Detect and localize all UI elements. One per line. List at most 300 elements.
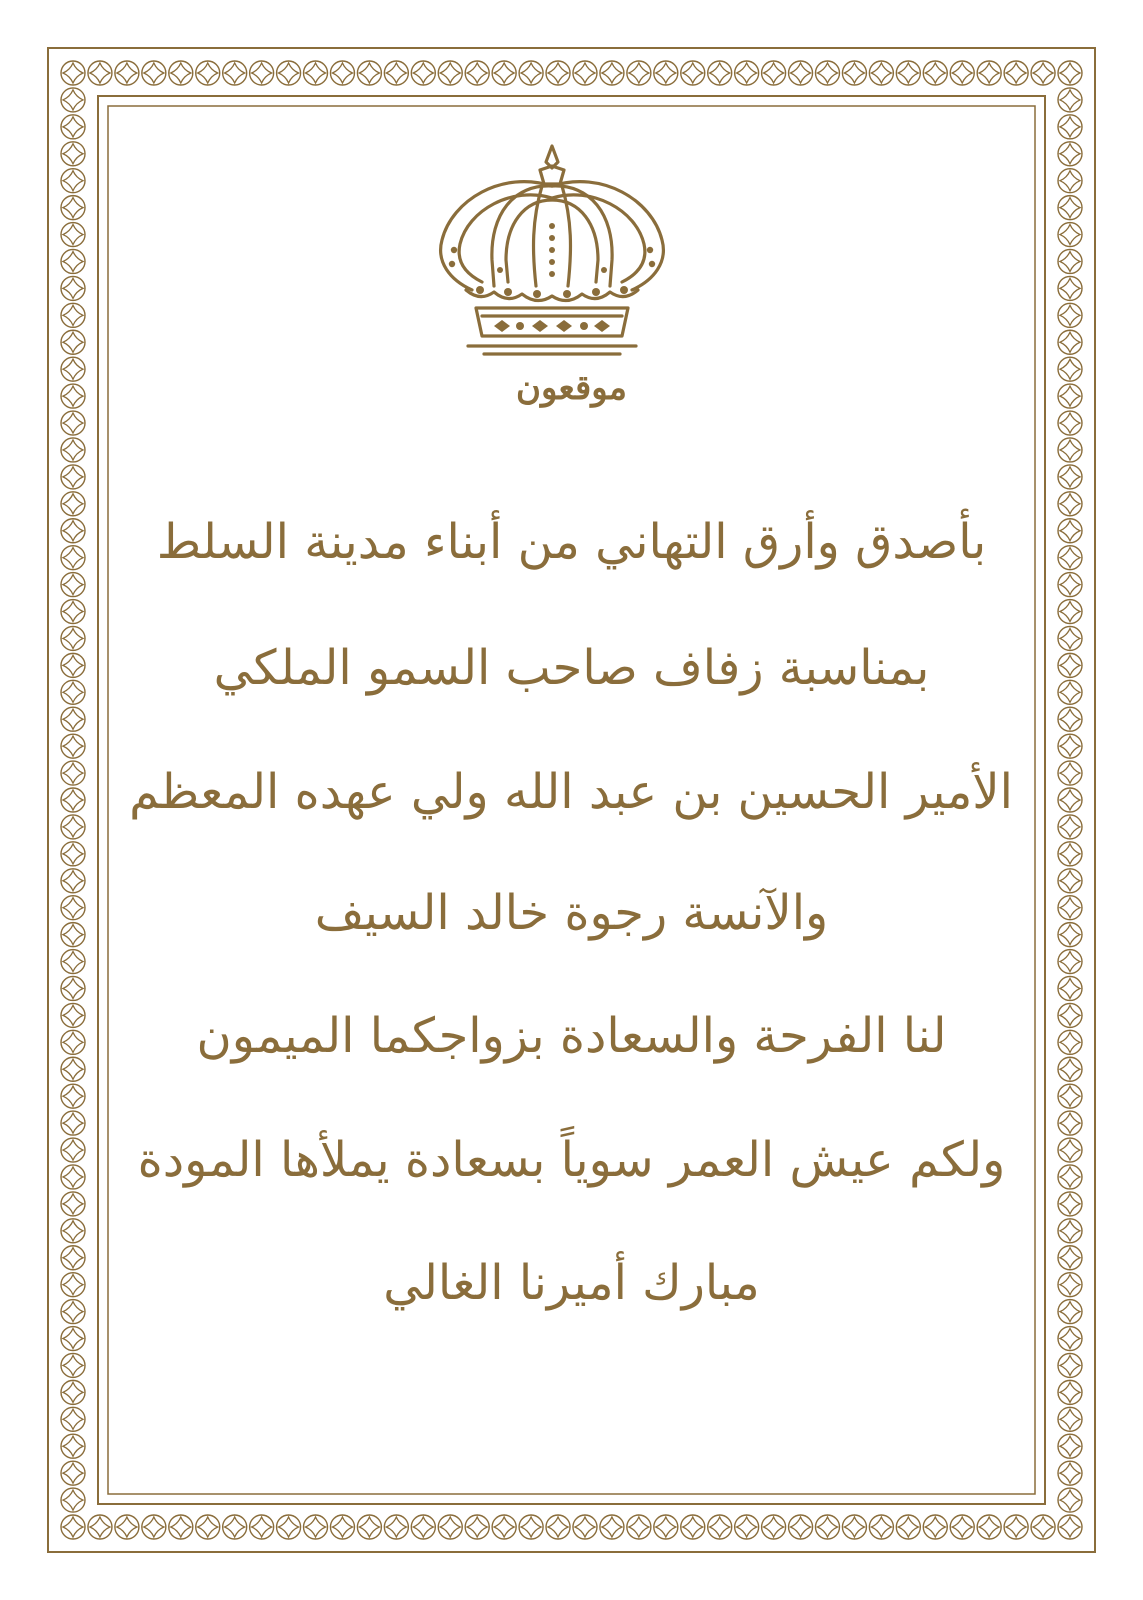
- border-motif-circle: [61, 869, 85, 893]
- border-motif-circle: [1058, 734, 1082, 758]
- border-motif-diamond: [63, 171, 83, 191]
- border-motif-diamond: [1060, 386, 1080, 406]
- border-motif-diamond: [521, 1517, 541, 1537]
- border-motif-diamond: [1060, 117, 1080, 137]
- border-motif-diamond: [63, 925, 83, 945]
- border-motif-diamond: [629, 63, 649, 83]
- border-motif-circle: [1058, 438, 1082, 462]
- border-motif-circle: [61, 357, 85, 381]
- border-motif-diamond: [63, 1086, 83, 1106]
- border-motif-diamond: [440, 1517, 460, 1537]
- border-motif-diamond: [63, 1355, 83, 1375]
- border-motif-circle: [627, 61, 651, 85]
- border-motif-circle: [61, 1084, 85, 1108]
- border-motif-diamond: [63, 251, 83, 271]
- border-motif-circle: [61, 923, 85, 947]
- border-motif-circle: [950, 1515, 974, 1539]
- border-motif-diamond: [279, 63, 299, 83]
- border-motif-diamond: [1060, 1140, 1080, 1160]
- border-motif-diamond: [1060, 1409, 1080, 1429]
- border-motif-diamond: [1060, 1032, 1080, 1052]
- border-motif-diamond: [602, 63, 622, 83]
- border-motif-diamond: [1060, 1113, 1080, 1133]
- border-motif-circle: [1058, 1003, 1082, 1027]
- border-motif-circle: [654, 1515, 678, 1539]
- border-motif-circle: [1058, 1300, 1082, 1324]
- border-motif-circle: [61, 950, 85, 974]
- border-motif-circle: [1058, 249, 1082, 273]
- border-motif-diamond: [844, 1517, 864, 1537]
- border-motif-diamond: [386, 1517, 406, 1537]
- border-motif-diamond: [63, 386, 83, 406]
- border-motif-circle: [61, 1300, 85, 1324]
- border-motif-circle: [61, 115, 85, 139]
- border-motif-diamond: [63, 1517, 83, 1537]
- border-motif-circle: [1058, 707, 1082, 731]
- border-motif-diamond: [898, 1517, 918, 1537]
- border-motif-circle: [1058, 1030, 1082, 1054]
- border-motif-diamond: [1060, 521, 1080, 541]
- border-motif-diamond: [979, 1517, 999, 1537]
- border-motif-diamond: [63, 63, 83, 83]
- border-motif-circle: [61, 61, 85, 85]
- border-motif-diamond: [575, 63, 595, 83]
- border-motif-diamond: [1060, 198, 1080, 218]
- border-motif-diamond: [386, 63, 406, 83]
- border-motif-diamond: [63, 736, 83, 756]
- border-motif-circle: [600, 1515, 624, 1539]
- border-motif-diamond: [1060, 871, 1080, 891]
- border-motif-circle: [61, 492, 85, 516]
- border-motif-circle: [61, 1138, 85, 1162]
- border-motif-diamond: [117, 63, 137, 83]
- border-motif-circle: [61, 465, 85, 489]
- signature-text: موقعون: [516, 368, 627, 408]
- border-motif-circle: [169, 1515, 193, 1539]
- border-motif-circle: [1058, 1057, 1082, 1081]
- border-motif-circle: [115, 1515, 139, 1539]
- border-motif-circle: [573, 1515, 597, 1539]
- border-motif-circle: [1058, 842, 1082, 866]
- border-motif-circle: [438, 61, 462, 85]
- border-motif-diamond: [63, 1463, 83, 1483]
- border-motif-diamond: [117, 1517, 137, 1537]
- border-motif-circle: [61, 1353, 85, 1377]
- border-motif-circle: [1058, 330, 1082, 354]
- border-motif-circle: [61, 1003, 85, 1027]
- border-motif-diamond: [1060, 1005, 1080, 1025]
- crown-icon: [432, 140, 672, 364]
- message-line-1: بأصدق وأرق التهاني من أبناء مدينة السلط: [156, 514, 987, 570]
- border-motif-diamond: [1060, 1086, 1080, 1106]
- border-motif-diamond: [1060, 90, 1080, 110]
- border-motif-diamond: [63, 1113, 83, 1133]
- border-motif-diamond: [63, 1167, 83, 1187]
- border-motif-diamond: [359, 63, 379, 83]
- border-motif-diamond: [63, 1275, 83, 1295]
- border-motif-diamond: [63, 1382, 83, 1402]
- border-motif-circle: [61, 707, 85, 731]
- border-motif-circle: [61, 411, 85, 435]
- border-motif-diamond: [63, 90, 83, 110]
- border-motif-circle: [61, 249, 85, 273]
- border-motif-diamond: [764, 1517, 784, 1537]
- border-motif-diamond: [279, 1517, 299, 1537]
- border-motif-circle: [223, 61, 247, 85]
- border-motif-diamond: [817, 63, 837, 83]
- border-motif-diamond: [817, 1517, 837, 1537]
- border-motif-circle: [1058, 1165, 1082, 1189]
- border-motif-circle: [627, 1515, 651, 1539]
- border-motif-circle: [1058, 600, 1082, 624]
- border-motif-circle: [1058, 573, 1082, 597]
- border-motif-diamond: [656, 1517, 676, 1537]
- border-motif-circle: [1058, 788, 1082, 812]
- border-motif-circle: [519, 1515, 543, 1539]
- border-motif-diamond: [1060, 817, 1080, 837]
- border-motif-circle: [61, 626, 85, 650]
- border-motif-circle: [61, 1057, 85, 1081]
- border-motif-circle: [61, 1219, 85, 1243]
- border-motif-diamond: [63, 628, 83, 648]
- border-motif-circle: [1058, 869, 1082, 893]
- border-motif-circle: [61, 384, 85, 408]
- border-motif-circle: [384, 61, 408, 85]
- border-motif-circle: [1058, 1461, 1082, 1485]
- border-motif-diamond: [63, 1194, 83, 1214]
- message-line-5: لنا الفرحة والسعادة بزواجكما الميمون: [196, 1008, 947, 1064]
- border-motif-diamond: [1060, 359, 1080, 379]
- border-motif-diamond: [63, 1329, 83, 1349]
- border-motif-diamond: [1060, 1329, 1080, 1349]
- border-motif-circle: [411, 61, 435, 85]
- border-motif-circle: [1058, 1273, 1082, 1297]
- border-motif-circle: [1058, 465, 1082, 489]
- border-motif-circle: [492, 61, 516, 85]
- border-motif-diamond: [494, 63, 514, 83]
- border-motif-circle: [61, 519, 85, 543]
- border-motif-diamond: [1060, 63, 1080, 83]
- border-motif-diamond: [1006, 1517, 1026, 1537]
- border-motif-diamond: [63, 1436, 83, 1456]
- border-motif-diamond: [1060, 171, 1080, 191]
- border-motif-circle: [1058, 1488, 1082, 1512]
- border-motif-diamond: [63, 871, 83, 891]
- border-motif-diamond: [63, 225, 83, 245]
- border-motif-circle: [1058, 519, 1082, 543]
- border-motif-diamond: [1060, 790, 1080, 810]
- border-motif-diamond: [1060, 682, 1080, 702]
- border-motif-diamond: [467, 1517, 487, 1537]
- message-line-7: مبارك أميرنا الغالي: [383, 1255, 760, 1311]
- border-motif-circle: [61, 761, 85, 785]
- border-motif-circle: [1058, 976, 1082, 1000]
- border-motif-circle: [1058, 115, 1082, 139]
- border-motif-diamond: [90, 63, 110, 83]
- border-motif-circle: [61, 196, 85, 220]
- border-motif-circle: [61, 1380, 85, 1404]
- border-motif-circle: [896, 1515, 920, 1539]
- border-motif-circle: [950, 61, 974, 85]
- border-motif-diamond: [63, 978, 83, 998]
- border-motif-circle: [61, 842, 85, 866]
- border-motif-circle: [277, 1515, 301, 1539]
- border-motif-circle: [61, 976, 85, 1000]
- border-motif-diamond: [252, 63, 272, 83]
- border-motif-circle: [1058, 384, 1082, 408]
- border-motif-diamond: [63, 359, 83, 379]
- border-motif-circle: [61, 1192, 85, 1216]
- border-motif-diamond: [63, 655, 83, 675]
- border-motif-diamond: [63, 844, 83, 864]
- border-motif-diamond: [979, 63, 999, 83]
- border-motif-diamond: [602, 1517, 622, 1537]
- border-motif-diamond: [1060, 278, 1080, 298]
- border-motif-diamond: [63, 1005, 83, 1025]
- border-motif-diamond: [1060, 1248, 1080, 1268]
- border-motif-circle: [1058, 276, 1082, 300]
- border-motif-circle: [1058, 492, 1082, 516]
- border-motif-diamond: [413, 63, 433, 83]
- border-motif-circle: [61, 680, 85, 704]
- border-motif-circle: [842, 61, 866, 85]
- border-motif-diamond: [306, 63, 326, 83]
- border-motif-diamond: [548, 1517, 568, 1537]
- border-motif-circle: [1058, 196, 1082, 220]
- border-motif-diamond: [63, 790, 83, 810]
- border-motif-circle: [815, 1515, 839, 1539]
- border-motif-circle: [304, 1515, 328, 1539]
- border-motif-circle: [1058, 1515, 1082, 1539]
- border-motif-diamond: [171, 63, 191, 83]
- border-motif-circle: [977, 1515, 1001, 1539]
- border-motif-diamond: [144, 63, 164, 83]
- border-motif-diamond: [710, 63, 730, 83]
- border-motif-circle: [61, 1327, 85, 1351]
- border-motif-circle: [277, 61, 301, 85]
- border-motif-diamond: [63, 305, 83, 325]
- border-motif-circle: [1058, 142, 1082, 166]
- border-motif-diamond: [925, 63, 945, 83]
- border-motif-diamond: [1060, 952, 1080, 972]
- border-motif-diamond: [1060, 709, 1080, 729]
- border-motif-diamond: [90, 1517, 110, 1537]
- border-motif-diamond: [63, 1302, 83, 1322]
- border-motif-diamond: [1060, 925, 1080, 945]
- border-motif-diamond: [63, 1221, 83, 1241]
- border-motif-circle: [61, 276, 85, 300]
- border-motif-circle: [61, 438, 85, 462]
- border-motif-circle: [1058, 303, 1082, 327]
- border-motif-diamond: [63, 198, 83, 218]
- border-motif-circle: [600, 61, 624, 85]
- border-motif-circle: [61, 1273, 85, 1297]
- border-motif-circle: [519, 61, 543, 85]
- border-motif-diamond: [656, 63, 676, 83]
- border-motif-circle: [1058, 680, 1082, 704]
- border-motif-circle: [708, 1515, 732, 1539]
- border-motif-diamond: [63, 1032, 83, 1052]
- border-motif-circle: [61, 815, 85, 839]
- border-motif-diamond: [844, 63, 864, 83]
- border-motif-circle: [61, 1407, 85, 1431]
- border-motif-circle: [61, 1246, 85, 1270]
- border-motif-circle: [61, 330, 85, 354]
- border-motif-circle: [61, 142, 85, 166]
- border-motif-circle: [1058, 223, 1082, 247]
- border-motif-circle: [1058, 1434, 1082, 1458]
- border-motif-diamond: [1060, 1302, 1080, 1322]
- border-motif-diamond: [63, 1059, 83, 1079]
- border-motif-circle: [681, 1515, 705, 1539]
- border-motif-circle: [1058, 923, 1082, 947]
- border-motif-diamond: [1060, 602, 1080, 622]
- border-motif-diamond: [63, 709, 83, 729]
- border-motif-circle: [411, 1515, 435, 1539]
- border-motif-diamond: [63, 682, 83, 702]
- border-motif-circle: [1058, 411, 1082, 435]
- border-motif-diamond: [1060, 844, 1080, 864]
- border-motif-diamond: [1060, 763, 1080, 783]
- border-motif-diamond: [1060, 1517, 1080, 1537]
- border-motif-circle: [61, 1488, 85, 1512]
- border-motif-diamond: [198, 1517, 218, 1537]
- border-motif-circle: [169, 61, 193, 85]
- border-motif-diamond: [1060, 1355, 1080, 1375]
- border-motif-diamond: [1060, 736, 1080, 756]
- border-motif-diamond: [1060, 548, 1080, 568]
- border-motif-diamond: [63, 1140, 83, 1160]
- border-motif-diamond: [1060, 251, 1080, 271]
- message-line-2: بمناسبة زفاف صاحب السمو الملكي: [213, 640, 930, 696]
- border-motif-diamond: [1060, 1059, 1080, 1079]
- border-motif-diamond: [764, 63, 784, 83]
- border-motif-circle: [1058, 1219, 1082, 1243]
- border-motif-diamond: [710, 1517, 730, 1537]
- border-motif-circle: [1058, 896, 1082, 920]
- border-motif-diamond: [1060, 628, 1080, 648]
- border-motif-circle: [546, 1515, 570, 1539]
- border-motif-circle: [681, 61, 705, 85]
- border-motif-circle: [762, 61, 786, 85]
- border-motif-diamond: [683, 63, 703, 83]
- border-motif-circle: [357, 61, 381, 85]
- border-motif-diamond: [63, 467, 83, 487]
- border-motif-circle: [1058, 815, 1082, 839]
- border-motif-circle: [61, 88, 85, 112]
- border-motif-circle: [330, 1515, 354, 1539]
- border-motif-diamond: [63, 521, 83, 541]
- border-motif-circle: [1058, 357, 1082, 381]
- border-motif-diamond: [1060, 1463, 1080, 1483]
- border-motif-diamond: [1060, 1436, 1080, 1456]
- border-motif-diamond: [1060, 1382, 1080, 1402]
- border-motif-circle: [250, 1515, 274, 1539]
- border-motif-diamond: [63, 817, 83, 837]
- border-motif-circle: [1058, 1407, 1082, 1431]
- border-motif-diamond: [1033, 63, 1053, 83]
- border-motif-circle: [1058, 1084, 1082, 1108]
- border-motif-circle: [1058, 626, 1082, 650]
- border-motif-circle: [492, 1515, 516, 1539]
- border-motif-circle: [61, 1515, 85, 1539]
- border-motif-circle: [735, 1515, 759, 1539]
- border-motif-diamond: [1060, 440, 1080, 460]
- border-motif-diamond: [63, 413, 83, 433]
- message-line-6: ولكم عيش العمر سوياً بسعادة يملأها المودة: [137, 1132, 1006, 1188]
- border-motif-circle: [789, 61, 813, 85]
- border-motif-diamond: [225, 1517, 245, 1537]
- border-motif-circle: [88, 1515, 112, 1539]
- border-motif-circle: [88, 61, 112, 85]
- border-motif-circle: [61, 653, 85, 677]
- border-motif-circle: [977, 61, 1001, 85]
- border-motif-diamond: [63, 952, 83, 972]
- border-motif-circle: [1058, 546, 1082, 570]
- border-motif-circle: [869, 61, 893, 85]
- border-motif-circle: [1058, 653, 1082, 677]
- border-motif-diamond: [1060, 1194, 1080, 1214]
- border-motif-diamond: [171, 1517, 191, 1537]
- border-motif-diamond: [737, 1517, 757, 1537]
- border-motif-circle: [1004, 61, 1028, 85]
- border-motif-circle: [61, 896, 85, 920]
- border-motif-circle: [465, 1515, 489, 1539]
- border-motif-circle: [61, 600, 85, 624]
- border-motif-circle: [869, 1515, 893, 1539]
- border-motif-circle: [1058, 88, 1082, 112]
- border-motif-circle: [1058, 1353, 1082, 1377]
- border-motif-circle: [304, 61, 328, 85]
- border-motif-diamond: [1060, 467, 1080, 487]
- border-motif-circle: [438, 1515, 462, 1539]
- border-motif-circle: [1058, 61, 1082, 85]
- border-motif-circle: [896, 61, 920, 85]
- border-motif-circle: [61, 1434, 85, 1458]
- border-motif-circle: [1058, 1138, 1082, 1162]
- border-motif-diamond: [225, 63, 245, 83]
- border-motif-circle: [330, 61, 354, 85]
- border-motif-circle: [61, 573, 85, 597]
- border-motif-diamond: [925, 1517, 945, 1537]
- border-motif-diamond: [63, 898, 83, 918]
- border-motif-diamond: [467, 63, 487, 83]
- border-motif-circle: [842, 1515, 866, 1539]
- border-motif-diamond: [737, 63, 757, 83]
- border-motif-circle: [815, 61, 839, 85]
- border-motif-circle: [573, 61, 597, 85]
- border-motif-diamond: [1060, 305, 1080, 325]
- border-motif-diamond: [1060, 898, 1080, 918]
- border-motif-circle: [789, 1515, 813, 1539]
- border-motif-diamond: [791, 63, 811, 83]
- border-motif-diamond: [494, 1517, 514, 1537]
- border-motif-diamond: [144, 1517, 164, 1537]
- border-motif-diamond: [1060, 1275, 1080, 1295]
- border-motif-circle: [923, 61, 947, 85]
- border-motif-circle: [61, 169, 85, 193]
- border-motif-circle: [1058, 1192, 1082, 1216]
- border-motif-diamond: [1060, 575, 1080, 595]
- border-motif-diamond: [413, 1517, 433, 1537]
- border-motif-circle: [708, 61, 732, 85]
- border-motif-diamond: [1060, 413, 1080, 433]
- border-motif-diamond: [63, 494, 83, 514]
- border-motif-diamond: [871, 63, 891, 83]
- border-motif-circle: [735, 61, 759, 85]
- border-motif-diamond: [63, 117, 83, 137]
- border-motif-diamond: [63, 602, 83, 622]
